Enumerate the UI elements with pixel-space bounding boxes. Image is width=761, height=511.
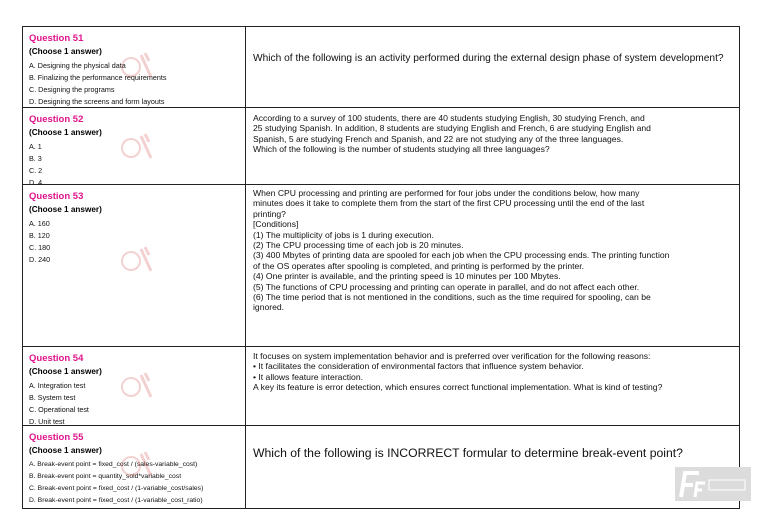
- option-b[interactable]: B. Finalizing the performance requirements: [29, 73, 167, 82]
- option-d[interactable]: D. Designing the screens and form layouts: [29, 97, 165, 106]
- option-a[interactable]: A. Integration test: [29, 381, 86, 390]
- option-d[interactable]: D. 240: [29, 255, 51, 264]
- option-a[interactable]: A. 1: [29, 142, 42, 151]
- question-row-54: [23, 347, 739, 426]
- question-options-cell: [23, 347, 246, 425]
- option-d[interactable]: D. 4: [29, 178, 43, 184]
- question-title: Question 51: [29, 33, 84, 44]
- choose-instruction: (Choose 1 answer): [29, 367, 102, 376]
- option-c[interactable]: C. Break-event point = fixed_cost / (1-variable_cost/sales): [29, 485, 204, 492]
- option-c[interactable]: C. 180: [29, 243, 51, 252]
- option-b[interactable]: B. 3: [29, 154, 42, 163]
- option-a[interactable]: A. Break-event point = fixed_cost / (sales-variable_cost): [29, 461, 198, 468]
- question-text: According to a survey of 100 students, there are 40 students studying English, 30 studying French, and 25 studying Spanish. In addition, 8 students are studying English and French, 6 are studying English and Spanish, 5 are studying French and Spanish, and 22 are not studying any of the three languages. Which of the following is the number of students studying all three languages?: [253, 113, 651, 155]
- question-options-cell: [23, 185, 246, 346]
- answer-options: [29, 459, 203, 507]
- question-text-cell: [246, 108, 739, 184]
- option-d[interactable]: D. Unit test: [29, 417, 65, 425]
- choose-instruction: (Choose 1 answer): [29, 205, 102, 214]
- question-text-cell: [246, 426, 739, 508]
- choose-instruction: (Choose 1 answer): [29, 128, 102, 137]
- choose-instruction: (Choose 1 answer): [29, 47, 102, 56]
- answer-options: [29, 141, 42, 184]
- option-b[interactable]: B. System test: [29, 393, 76, 402]
- question-row-51: [23, 27, 739, 108]
- option-c[interactable]: C. 2: [29, 166, 43, 175]
- question-title: Question 54: [29, 353, 84, 364]
- option-a[interactable]: A. 160: [29, 219, 50, 228]
- option-d[interactable]: D. Break-event point = fixed_cost / (1-variable_cost_ratio): [29, 497, 203, 504]
- question-options-cell: [23, 108, 246, 184]
- question-row-53: [23, 185, 739, 347]
- watermark-icon: [119, 448, 155, 480]
- question-text-cell: [246, 347, 739, 425]
- watermark-icon: [119, 49, 155, 81]
- option-b[interactable]: B. 120: [29, 231, 50, 240]
- question-options-cell: [23, 27, 246, 107]
- question-title: Question 52: [29, 114, 84, 125]
- question-text: When CPU processing and printing are performed for four jobs under the conditions below, how many minutes does it take to complete them from the start of the first CPU processing until the end of the last printing? [Conditions] (1) The multiplicity of jobs is 1 during execution. (2) The CPU processing time of each job is 20 minutes. (3) 400 Mbytes of printing data are spooled for each job when the CPU processing ends. The printing function of the OS operates after spooling is completed, and printing is performed by the printer. (4) One printer is available, and the printing speed is 10 minutes per 100 Mbytes. (5) The functions of CPU processing and printing can operate in parallel, and do not affect each other. (6) The time period that is not mentioned in the conditions, such as the time required for spooling, can be ignored.: [253, 188, 670, 313]
- question-text: It focuses on system implementation behavior and is preferred over verification for the following reasons: • It facilitates the consideration of environmental factors that influence system behavior. • It allows feature interaction. A key its feature is error detection, which ensures correct functional implementation. What is kind of testing?: [253, 351, 663, 393]
- question-row-55: [23, 426, 739, 509]
- question-options-cell: [23, 426, 246, 508]
- question-text-cell: [246, 185, 739, 346]
- option-c[interactable]: C. Designing the programs: [29, 85, 115, 94]
- question-table: [22, 26, 740, 509]
- watermark-icon: [119, 369, 155, 401]
- option-a[interactable]: A. Designing the physical data: [29, 61, 126, 70]
- answer-options: [29, 218, 50, 266]
- choose-instruction: (Choose 1 answer): [29, 446, 102, 455]
- option-b[interactable]: B. Break-event point = quantity_sold*variable_cost: [29, 473, 182, 480]
- watermark-icon: [119, 243, 155, 275]
- watermark-icon: [119, 130, 155, 162]
- option-c[interactable]: C. Operational test: [29, 405, 89, 414]
- question-row-52: [23, 108, 739, 185]
- question-title: Question 53: [29, 191, 84, 202]
- question-text: Which of the following is INCORRECT formular to determine break-event point?: [253, 446, 683, 460]
- question-text: Which of the following is an activity performed during the external design phase of system development?: [253, 53, 724, 64]
- fpt-education-logo: [675, 467, 751, 501]
- answer-options: [29, 380, 89, 425]
- question-text-cell: [246, 27, 739, 107]
- question-title: Question 55: [29, 432, 84, 443]
